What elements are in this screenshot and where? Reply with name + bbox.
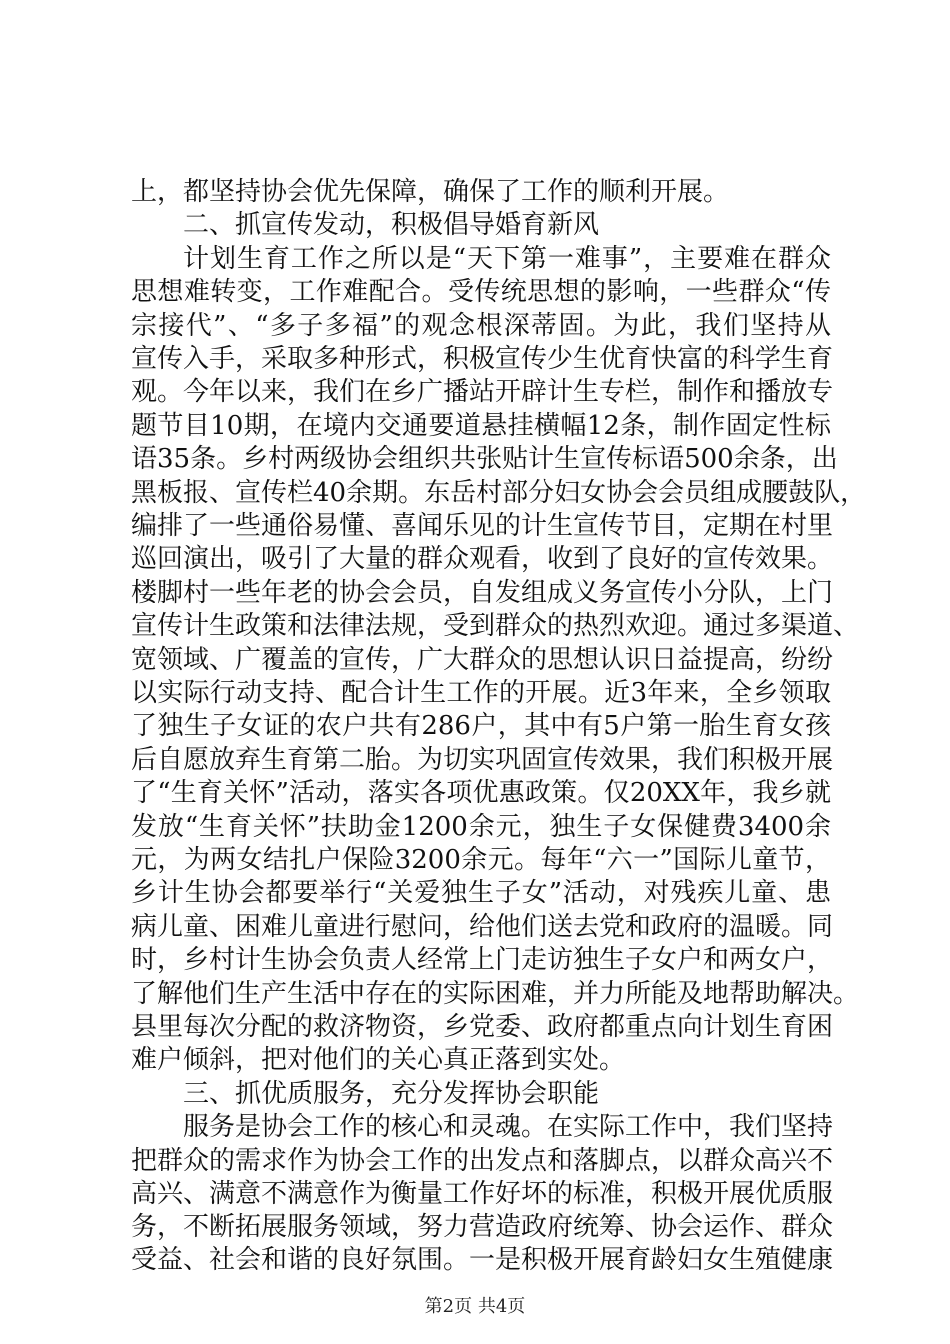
paragraph-line: 宣传计生政策和法律法规，受到群众的热烈欢迎。通过多渠道、 [131,611,860,641]
paragraph-line: 后自愿放弃生育第二胎。为切实巩固宣传效果，我们积极开展 [131,745,834,775]
paragraph-line: 宣传入手，采取多种形式，积极宣传少生优育快富的科学生育 [131,344,834,374]
paragraph-line: 了“生育关怀”活动，落实各项优惠政策。仅20XX年，我乡就 [131,778,831,808]
paragraph-line: 发放“生育关怀”扶助金1200余元，独生子女保健费3400余 [131,812,831,842]
section-heading: 三、抓优质服务，充分发挥协会职能 [183,1079,600,1109]
paragraph-line: 把群众的需求作为协会工作的出发点和落脚点，以群众高兴不 [131,1146,834,1176]
paragraph-line: 乡计生协会都要举行“关爱独生子女”活动，对残疾儿童、患 [131,878,831,908]
page-number-footer: 第2页 共4页 [424,1296,526,1317]
paragraph-line: 题节目10期，在境内交通要道悬挂横幅12条，制作固定性标 [131,411,831,441]
paragraph-line: 务，不断拓展服务领域，努力营造政府统筹、协会运作、群众 [131,1212,834,1242]
paragraph-line: 了解他们生产生活中存在的实际困难，并力所能及地帮助解决。 [131,979,860,1009]
paragraph-line: 上，都坚持协会优先保障，确保了工作的顺利开展。 [131,177,730,207]
paragraph-line: 计划生育工作之所以是“天下第一难事”，主要难在群众 [183,244,831,274]
paragraph-line: 县里每次分配的救济物资，乡党委、政府都重点向计划生育困 [131,1012,834,1042]
paragraph-line: 巡回演出，吸引了大量的群众观看，收到了良好的宣传效果。 [131,544,834,574]
paragraph-line: 了独生子女证的农户共有286户，其中有5户第一胎生育女孩 [131,711,831,741]
paragraph-line: 楼脚村一些年老的协会会员，自发组成义务宣传小分队，上门 [131,578,834,608]
paragraph-line: 难户倾斜，把对他们的关心真正落到实处。 [131,1045,626,1075]
paragraph-line: 服务是协会工作的核心和灵魂。在实际工作中，我们坚持 [183,1112,834,1142]
paragraph-line: 病儿童、困难儿童进行慰问，给他们送去党和政府的温暖。同 [131,912,834,942]
paragraph-line: 观。今年以来，我们在乡广播站开辟计生专栏，制作和播放专 [131,377,834,407]
paragraph-line: 时，乡村计生协会负责人经常上门走访独生子女户和两女户， [131,945,834,975]
paragraph-line: 宗接代”、“多子多福”的观念根深蒂固。为此，我们坚持从 [131,311,831,341]
paragraph-line: 黑板报、宣传栏40余期。东岳村部分妇女协会会员组成腰鼓队， [131,478,867,508]
paragraph-line: 高兴、满意不满意作为衡量工作好坏的标准，积极开展优质服 [131,1179,834,1209]
paragraph-line: 受益、社会和谐的良好氛围。一是积极开展育龄妇女生殖健康 [131,1245,834,1275]
section-heading: 二、抓宣传发动，积极倡导婚育新风 [183,210,600,240]
paragraph-line: 元，为两女结扎户保险3200余元。每年“六一”国际儿童节， [131,845,831,875]
paragraph-line: 以实际行动支持、配合计生工作的开展。近3年来，全乡领取 [131,678,831,708]
paragraph-line: 语35条。乡村两级协会组织共张贴计生宣传标语500余条，出 [131,444,838,474]
paragraph-line: 编排了一些通俗易懂、喜闻乐见的计生宣传节目，定期在村里 [131,511,834,541]
paragraph-line: 宽领域、广覆盖的宣传，广大群众的思想认识日益提高，纷纷 [131,645,834,675]
paragraph-line: 思想难转变，工作难配合。受传统思想的影响，一些群众“传 [131,277,831,307]
